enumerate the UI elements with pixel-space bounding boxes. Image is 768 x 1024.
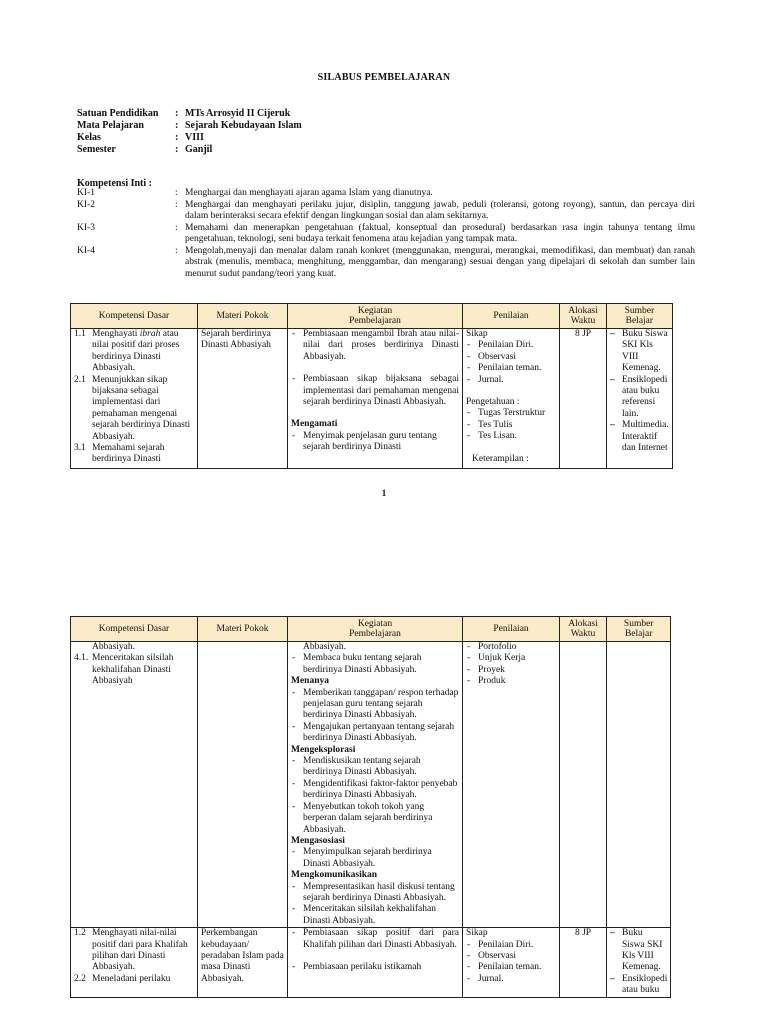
- table-row: [71, 329, 673, 469]
- kegiatan-item: - Pembiasaan perilaku istikamah: [291, 962, 459, 973]
- penilaian-item: - Jurnal.: [466, 974, 556, 985]
- kegiatan-item: - Pembiasaan mengambil Ibrah atau nilai-nilai dari proses berdirinya Dinasti Abbasiyah.: [291, 329, 459, 363]
- penilaian-item: - Unjuk Kerja: [466, 653, 556, 664]
- kegiatan-continuation: Abbasiyah.: [303, 642, 347, 652]
- cell-sumber: [607, 642, 671, 928]
- table-row: [71, 642, 671, 928]
- table-row: [71, 928, 671, 997]
- header-materi-pokok: Materi Pokok: [198, 617, 288, 642]
- table-header-row: [71, 304, 673, 329]
- ki-text: Menghargai dan menghayati perilaku jujur, disiplin, tanggung jawab, peduli (toleransi, gotong royong), santun, dan percaya diri dalam berinteraksi secara efektif dengan lingkungan sosial dan alam sekitarnya.: [185, 199, 695, 221]
- identity-row: Mata Pelajaran : Sejarah Kebudayaan Islam: [77, 120, 302, 131]
- sumber-item: – Buku Siswa SKI Kls VIII Kemenag.: [610, 329, 669, 375]
- ki-code: KI-4: [77, 245, 95, 256]
- kegiatan-item: - Pembiasaan sikap positif dari para Khalifah pilihan dari Dinasti Abbasiyah.: [291, 928, 459, 951]
- cell-materi-pokok: Perkembangan kebudayaan/ peradaban Islam pada masa Dinasti Abbasiyah.: [198, 928, 288, 997]
- penilaian-item: - Penilaian Diri.: [466, 940, 556, 951]
- penilaian-item: - Produk: [466, 676, 556, 687]
- sumber-item: – Multimedia. Interaktif dan Internet: [610, 420, 669, 454]
- header-sumber: Sumber Belajar: [607, 304, 673, 329]
- penilaian-item: - Observasi: [466, 352, 556, 363]
- ki-code: KI-3: [77, 222, 95, 233]
- header-kompetensi-dasar: Kompetensi Dasar: [71, 304, 198, 329]
- penilaian-item: - Observasi: [466, 951, 556, 962]
- ki-text: Memahami dan menerapkan pengetahuan (faktual, konseptual dan prosedural) berdasarkan rasa ingin tahunya tentang ilmu pengetahuan, teknologi, seni budaya terkait fenomena atau kejadian yang tampak mata.: [185, 222, 695, 244]
- ki-row: KI-4 : Mengolah,menyaji dan menalar dalam ranah konkret (menggunakan, mengurai, merangkai, memodifikasi, dan membuat) dan ranah abstrak (menulis, membaca, menghitung, menggambar, dan mengarang) sesuai dengan yang dipelajari di sekolah dan sumber lain menurut sudut pandang/teori yang kuat.: [77, 245, 695, 279]
- kegiatan-item: - Menyimpulkan sejarah berdirinya Dinasti Abbasiyah.: [291, 847, 459, 870]
- penilaian-item: - Tugas Terstruktur: [466, 408, 556, 419]
- cell-alokasi: 8 JP: [560, 928, 607, 997]
- penilaian-item: - Tes Tulis: [466, 420, 556, 431]
- sumber-item: – Buku Siswa SKI Kls VIII Kemenag.: [610, 928, 667, 974]
- kd-item: 2.1 Menunjukkan sikap bijaksana sebagai implementasi dari pemahaman mengenai sejarah berdirinya Dinasti Abbasiyah.: [74, 374, 191, 442]
- kegiatan-item: - Memberikan tanggapan/ respon terhadap penjelasan guru tentang sejarah berdirinya Dinasti Abbasiyah.: [291, 688, 459, 722]
- kegiatan-item: - Mengidentifikasi faktor-faktor penyebab berdirinya Dinasti Abbasiyah.: [291, 779, 459, 802]
- kegiatan-item: - Menyebutkan tokoh tokoh yang berperan dalam sejarah berdirinya Abbasiyah.: [291, 802, 459, 836]
- cell-kegiatan: [288, 928, 463, 997]
- kegiatan-heading: Mengamati: [291, 419, 338, 430]
- header-kompetensi-dasar: Kompetensi Dasar: [71, 617, 198, 642]
- cell-penilaian: Sikap - Penilaian Diri. - Observasi - Penilaian teman. - Jurnal. Pengetahuan : - Tugas Terstruktur - Tes Tulis - Tes Lisan. Keterampilan :: [463, 329, 560, 469]
- cell-sumber: [607, 329, 673, 469]
- page-number: 1: [381, 488, 387, 498]
- penilaian-item: - Penilaian Diri.: [466, 340, 556, 351]
- identity-label: Satuan Pendidikan: [77, 108, 159, 119]
- cell-penilaian: [463, 642, 560, 928]
- kegiatan-item: - Membaca buku tentang sejarah berdirinya Dinasti Abbasiyah.: [291, 653, 459, 676]
- identity-value: Ganjil: [185, 144, 213, 155]
- penilaian-item: - Portofolio: [466, 642, 556, 653]
- kegiatan-item: - Menyimak penjelasan guru tentang sejarah berdirinya Dinasti: [291, 431, 459, 454]
- cell-materi-pokok: Sejarah berdirinya Dinasti Abbasiyah: [198, 329, 288, 469]
- identity-value: VIII: [185, 132, 204, 143]
- kegiatan-item: - Pembiasaan sikap bijaksana sebagai implementasi dari pemahaman mengenai sejarah berdirinya Dinasti Abbasiyah.: [291, 374, 459, 408]
- identity-row: Semester : Ganjil: [77, 144, 213, 155]
- identity-label: Semester: [77, 144, 116, 155]
- ki-text: Menghargai dan menghayati ajaran agama Islam yang dianutnya.: [185, 188, 433, 198]
- penilaian-item: - Penilaian teman.: [466, 363, 556, 374]
- ki-code: KI-2: [77, 199, 95, 210]
- identity-row: Satuan Pendidikan : MTs Arrosyid II Cijeruk: [77, 108, 291, 119]
- header-penilaian: Penilaian: [463, 617, 560, 642]
- header-sumber: Sumber Belajar: [607, 617, 671, 642]
- penilaian-item: - Penilaian teman.: [466, 962, 556, 973]
- identity-row: Kelas : VIII: [77, 132, 204, 143]
- kegiatan-heading: Mengkomunikasikan: [291, 870, 378, 881]
- kd-item: 4.1. Menceritakan silsilah kekhalifahan Dinasti Abbasiyah: [74, 653, 174, 687]
- cell-alokasi: [560, 642, 607, 928]
- sumber-item: – Ensiklopedi atau buku referensi lain.: [610, 375, 669, 421]
- page-title: SILABUS PEMBELAJARAN: [317, 72, 451, 83]
- header-alokasi: Alokasi Waktu: [560, 304, 607, 329]
- identity-block: [77, 108, 302, 156]
- cell-materi-pokok: [198, 642, 288, 928]
- cell-penilaian: Sikap - Penilaian Diri. - Observasi - Penilaian teman. - Jurnal.: [463, 928, 560, 997]
- cell-kompetensi-dasar: [71, 329, 198, 469]
- penilaian-item: - Proyek: [466, 665, 556, 676]
- identity-value: Sejarah Kebudayaan Islam: [185, 120, 302, 131]
- cell-sumber: [607, 928, 671, 997]
- syllabus-table-1: [70, 303, 673, 469]
- kd-item: 3.1 Memahami sejarah berdirinya Dinasti: [74, 443, 165, 465]
- kegiatan-item: - Mempresentasikan hasil diskusi tentang sejarah berdirinya Dinasti Abbasiyah.: [291, 882, 459, 905]
- cell-kompetensi-dasar: [71, 928, 198, 997]
- kd-item: 1.2 Menghayati nilai-nilai positif dari para Khalifah pilihan dari Dinasti Abbasiyah.: [74, 928, 188, 973]
- kegiatan-item: - Menceritakan silsilah kekhalifahan Dinasti Abbasiyah.: [291, 904, 459, 927]
- ki-row: KI-1 : Menghargai dan menghayati ajaran agama Islam yang dianutnya.: [77, 188, 695, 200]
- header-penilaian: Penilaian: [463, 304, 560, 329]
- kegiatan-heading: Menanya: [291, 676, 329, 687]
- kd-item: 2.2 Meneladani perilaku: [74, 973, 171, 984]
- cell-kegiatan: [288, 642, 463, 928]
- kegiatan-item: - Mengajukan pertanyaan tentang sejarah berdirinya Dinasti Abbasiyah.: [291, 722, 459, 745]
- penilaian-item: - Tes Lisan.: [466, 431, 556, 442]
- ki-row: KI-2 : Menghargai dan menghayati perilaku jujur, disiplin, tanggung jawab, peduli (toleransi, gotong royong), santun, dan percaya diri dalam berinteraksi secara efektif dengan lingkungan sosial dan alam sekitarnya.: [77, 199, 695, 221]
- kegiatan-item: - Mendiskusikan tentang sejarah berdirinya Dinasti Abbasiyah.: [291, 756, 459, 779]
- kegiatan-heading: Mengeksplorasi: [291, 744, 356, 755]
- ki-text: Mengolah,menyaji dan menalar dalam ranah konkret (menggunakan, mengurai, merangkai, memodifikasi, dan membuat) dan ranah abstrak (menulis, membaca, menghitung, menggambar, dan mengarang) sesuai dengan yang dipelajari di sekolah dan sumber lain menurut sudut pandang/teori yang kuat.: [185, 245, 695, 279]
- table-header-row: [71, 617, 671, 642]
- ki-row: KI-3 : Memahami dan menerapkan pengetahuan (faktual, konseptual dan prosedural) berdasarkan rasa ingin tahunya tentang ilmu pengetahuan, teknologi, seni budaya terkait fenomena atau kejadian yang tampak mata.: [77, 222, 695, 244]
- header-kegiatan: Kegiatan Pembelajaran: [288, 304, 463, 329]
- identity-value: MTs Arrosyid II Cijeruk: [185, 108, 291, 119]
- header-alokasi: Alokasi Waktu: [560, 617, 607, 642]
- kd-item: 1.1 Menghayati ibrah atau nilai positif dari proses berdirinya Dinasti Abbasiyah.: [74, 329, 180, 374]
- identity-label: Mata Pelajaran: [77, 120, 144, 131]
- ki-list: [77, 188, 695, 280]
- sumber-item: – Ensiklopedi atau buku: [610, 974, 667, 997]
- header-kegiatan: Kegiatan Pembelajaran: [288, 617, 463, 642]
- syllabus-table-2: [70, 616, 671, 998]
- ki-heading: Kompetensi Inti :: [77, 178, 152, 189]
- identity-label: Kelas: [77, 132, 101, 143]
- cell-alokasi: 8 JP: [560, 329, 607, 469]
- cell-kegiatan: [288, 329, 463, 469]
- cell-kompetensi-dasar: Abbasiyah. 4.1. Menceritakan silsilah kekhalifahan Dinasti Abbasiyah: [71, 642, 198, 928]
- header-materi-pokok: Materi Pokok: [198, 304, 288, 329]
- penilaian-item: - Jurnal.: [466, 375, 556, 386]
- ki-code: KI-1: [77, 188, 95, 198]
- kegiatan-heading: Mengasosiasi: [291, 835, 345, 846]
